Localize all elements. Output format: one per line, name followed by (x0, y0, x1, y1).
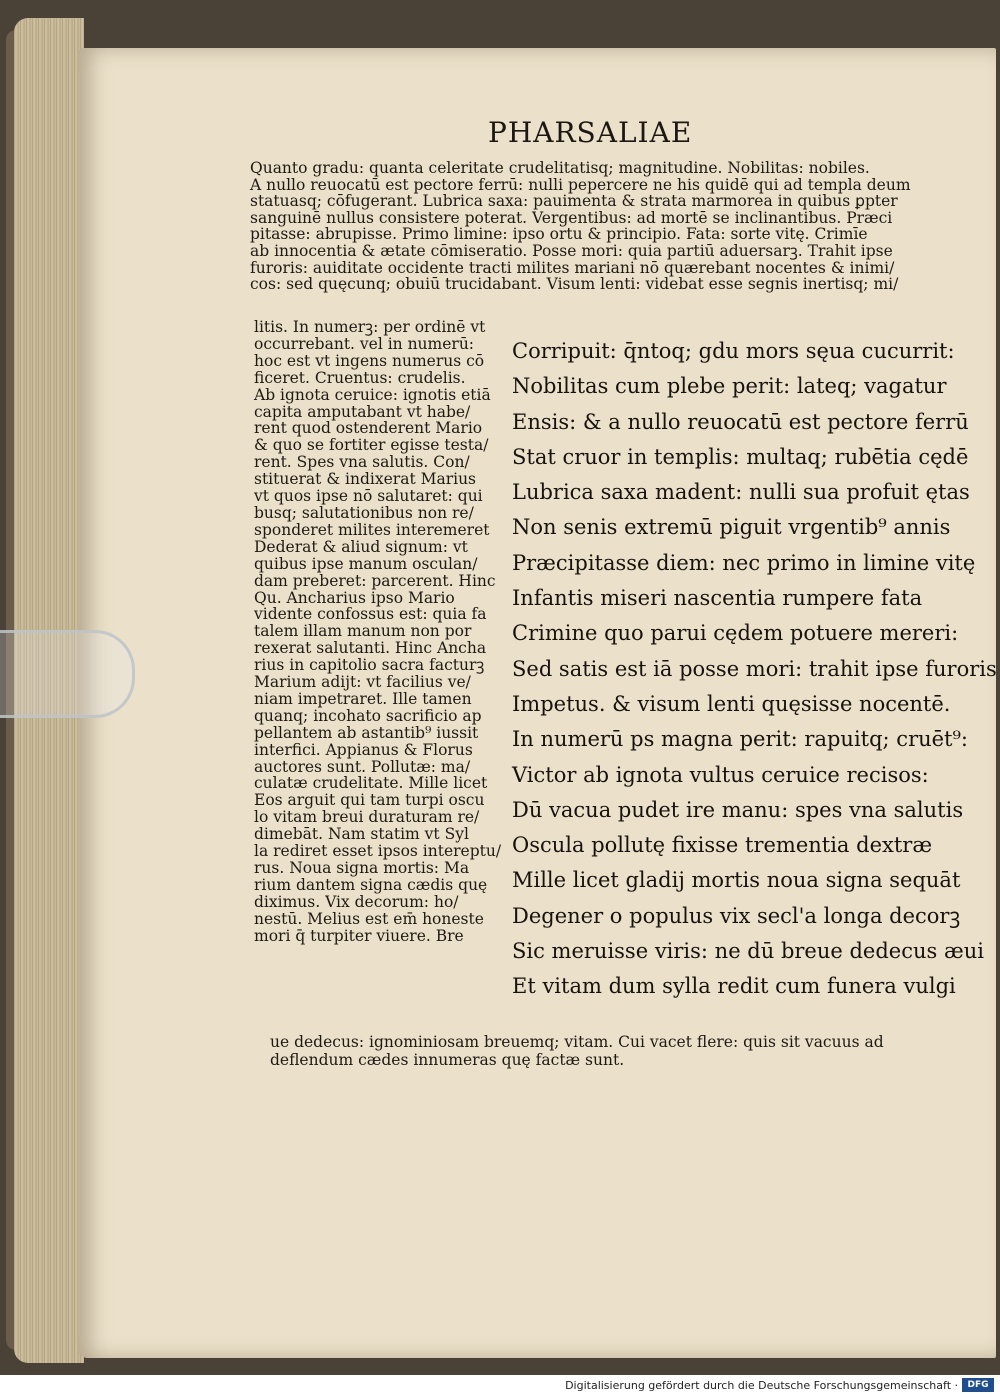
verse-line: Lubrica saxa madent: nulli sua profuit ętas (512, 480, 970, 505)
gloss-line: hoc est vt ingens numerus cō (254, 351, 485, 370)
verse-line: Mille licet gladij mortis noua signa sequāt (512, 868, 961, 893)
verse-line: In numerū ps magna perit: rapuitq; cruēt⁹: (512, 727, 968, 752)
gloss-line: rus. Noua signa mortis: Ma (254, 859, 470, 877)
gloss-line: Marium adijt: vt facilius ve/ (254, 673, 471, 692)
verse-line: Degener o populus vix secl'a longa decorꝫ (512, 903, 961, 928)
verse-line: Corripuit: q̄ntoq; gdu mors sęua cucurrit: (512, 339, 955, 363)
gloss-line: furoris: auiditate occidente tracti milites mariani nō quærebant nocentes & inimi/ (250, 258, 895, 277)
gloss-line: talem illam manum non por (254, 622, 472, 641)
gloss-line: pitasse: abrupisse. Primo limine: ipso ortu & principio. Fata: sorte vitę. Crimīe (250, 225, 868, 244)
gloss-line: rexerat salutanti. Hinc Ancha (254, 639, 487, 658)
gloss-line: & quo se fortiter egisse testa/ (254, 436, 489, 455)
gloss-top (250, 160, 940, 293)
gloss-line: rent. Spes vna salutis. Con/ (254, 453, 470, 472)
gloss-line: occurrebant. vel in numerū: (254, 334, 475, 353)
gloss-line: statuasq; cōfugerant. Lubrica saxa: pauimenta & strata marmorea in quibus ꝑpter (250, 192, 898, 211)
gloss-line: capita amputabant vt habe/ (254, 402, 471, 421)
gloss-line: auctores sunt. Pollutæ: ma/ (254, 757, 471, 776)
gloss-line: Ab ignota ceruice: ignotis etiā (254, 385, 491, 404)
verse-line: Et vitam dum sylla redit cum funera vulgi (512, 974, 956, 999)
verse-line: Non senis extremū piguit vrgentib⁹ annis (512, 515, 951, 540)
gloss-line: niam impetraret. Ille tamen (254, 689, 472, 708)
gloss-line: Dederat & aliud signum: vt (254, 537, 468, 556)
gloss-line: rium dantem signa cædis quę (254, 875, 488, 894)
gloss-line: rent quod ostenderent Mario (254, 419, 483, 438)
footer-bar (0, 1375, 1000, 1397)
gloss-line: nestū. Melius est em̄ honeste (254, 909, 484, 928)
gloss-line: sponderet milites interemeret (254, 520, 490, 539)
gloss-line: A nullo reuocatū est pectore ferrū: nulli pepercere ne his quidē qui ad templa deum (250, 175, 911, 194)
book-strap (0, 630, 135, 718)
gloss-line: rius in capitolio sacra facturꝫ (254, 656, 485, 675)
verse-line: Dū vacua pudet ire manu: spes vna salutis (512, 797, 964, 822)
gloss-line: culatæ crudelitate. Mille licet (254, 774, 488, 793)
funding-credit: Digitalisierung gefördert durch die Deutsche Forschungsgemeinschaft · (565, 1379, 958, 1392)
gloss-line: vidente confossus est: quia fa (254, 605, 487, 624)
gloss-line: ue dedecus: ignominiosam breuemq; vitam. Cui vacet flere: quis sit vacuus ad (270, 1033, 884, 1051)
gloss-line: lo vitam breui duraturam re/ (254, 808, 480, 827)
dfg-logo: DFG (962, 1378, 994, 1392)
verse-line: Nobilitas cum plebe perit: lateq; vagatur (512, 374, 947, 399)
gloss-line: Eos arguit qui tam turpi oscu (254, 791, 485, 810)
gloss-line: stituerat & indixerat Marius (254, 470, 477, 489)
verse-line: Victor ab ignota vultus ceruice recisos: (512, 762, 929, 787)
gloss-left-column (254, 319, 524, 945)
gloss-line: cos: sed quęcunq; obuiū trucidabant. Visum lenti: videbat esse segnis inertisq; mi/ (250, 275, 899, 294)
verse-line: Sed satis est iā posse mori: trahit ipse furoris (512, 656, 997, 681)
verse-line: Impetus. & visum lenti quęsisse nocentē. (512, 691, 951, 716)
verse-line: Ensis: & a nullo reuocatū est pectore ferrū (512, 409, 969, 434)
gloss-line: dimebāt. Nam statim vt Syl (254, 825, 469, 844)
verse-line: Infantis miseri nascentia rumpere fata (512, 586, 923, 611)
gloss-line: Qu. Ancharius ipso Mario (254, 588, 455, 607)
gloss-line: busq; salutationibus non re/ (254, 503, 474, 522)
gloss-line: pellantem ab astantib⁹ iussit (254, 723, 479, 742)
gloss-line: interfici. Appianus & Florus (254, 740, 473, 759)
gloss-line: ficeret. Cruentus: crudelis. (254, 368, 466, 387)
verse-line: Crimine quo parui cędem potuere mereri: (512, 621, 959, 646)
gloss-line: mori q̄ turpiter viuere. Bre (254, 926, 464, 945)
gloss-line: litis. In numerꝫ: per ordinē vt (254, 318, 486, 336)
verse-column (512, 334, 997, 1005)
running-head: PHARSALIAE (488, 116, 693, 149)
gloss-line: ab innocentia & ætate cōmiseratio. Posse mori: quia partiū aduersarꝫ. Trahit ipse (250, 241, 893, 260)
gloss-line: deflendum cædes innumeras quę factæ sunt. (270, 1051, 625, 1069)
verse-line: Præcipitasse diem: nec primo in limine vitę (512, 550, 976, 575)
gloss-line: quanq; incohato sacrificio ap (254, 706, 482, 725)
verse-line: Stat cruor in templis: multaq; rubētia cędē (512, 444, 969, 469)
verse-line: Oscula pollutę fixisse trementia dextræ (512, 833, 933, 858)
gloss-line: vt quos ipse nō salutaret: qui (254, 487, 483, 506)
verse-line: Sic meruisse viris: ne dū breue dedecus æui (512, 939, 984, 964)
gloss-line: sanguinē nullus consistere poterat. Vergentibus: ad mortē se inclinantibus. Præci (250, 208, 893, 227)
gloss-bottom (270, 1033, 960, 1069)
gloss-line: dam preberet: parcerent. Hinc (254, 571, 496, 590)
gloss-line: la rediret esset ipsos intereptu/ (254, 842, 502, 861)
gloss-line: diximus. Vix decorum: ho/ (254, 892, 459, 911)
gloss-line: quibus ipse manum osculan/ (254, 554, 478, 573)
gloss-line: Quanto gradu: quanta celeritate crudelitatisq; magnitudine. Nobilitas: nobiles. (250, 159, 870, 177)
